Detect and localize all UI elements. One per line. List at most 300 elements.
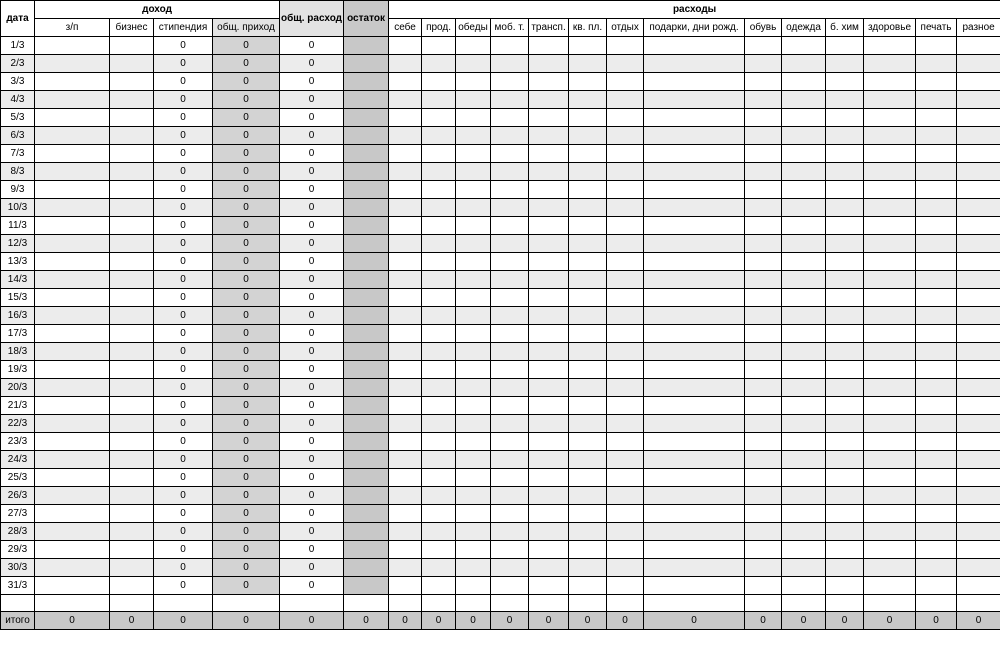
expense-cell[interactable] bbox=[422, 199, 456, 217]
total-expense-cell[interactable]: 0 bbox=[280, 127, 344, 145]
expense-cell[interactable] bbox=[782, 415, 826, 433]
empty-cell[interactable] bbox=[280, 595, 344, 612]
total-income-cell[interactable]: 0 bbox=[213, 253, 280, 271]
expense-cell[interactable] bbox=[644, 37, 745, 55]
salary-cell[interactable] bbox=[35, 523, 110, 541]
total-expense-cell[interactable]: 0 bbox=[280, 325, 344, 343]
expense-cell[interactable] bbox=[569, 505, 607, 523]
date-cell[interactable]: 16/3 bbox=[1, 307, 35, 325]
expense-cell[interactable] bbox=[826, 415, 864, 433]
expense-cell[interactable] bbox=[491, 253, 529, 271]
total-income-cell[interactable]: 0 bbox=[213, 91, 280, 109]
expense-cell[interactable] bbox=[826, 307, 864, 325]
expense-cell[interactable] bbox=[389, 307, 422, 325]
salary-cell[interactable] bbox=[35, 73, 110, 91]
expense-cell[interactable] bbox=[916, 253, 957, 271]
date-cell[interactable]: 29/3 bbox=[1, 541, 35, 559]
business-cell[interactable] bbox=[110, 217, 154, 235]
expense-cell[interactable] bbox=[644, 163, 745, 181]
stipend-cell[interactable]: 0 bbox=[154, 433, 213, 451]
expense-cell[interactable] bbox=[456, 199, 491, 217]
expense-col-header[interactable]: трансп. bbox=[529, 19, 569, 37]
expense-cell[interactable] bbox=[422, 397, 456, 415]
business-cell[interactable] bbox=[110, 109, 154, 127]
balance-cell[interactable] bbox=[344, 559, 389, 577]
expense-cell[interactable] bbox=[826, 577, 864, 595]
date-cell[interactable]: 24/3 bbox=[1, 451, 35, 469]
totals-cell[interactable]: 0 bbox=[644, 612, 745, 630]
expense-col-header[interactable]: одежда bbox=[782, 19, 826, 37]
salary-cell[interactable] bbox=[35, 127, 110, 145]
total-income-cell[interactable]: 0 bbox=[213, 487, 280, 505]
stipend-cell[interactable]: 0 bbox=[154, 361, 213, 379]
total-income-cell[interactable]: 0 bbox=[213, 181, 280, 199]
expense-cell[interactable] bbox=[826, 145, 864, 163]
expense-cell[interactable] bbox=[916, 307, 957, 325]
expense-cell[interactable] bbox=[957, 451, 1000, 469]
total-income-cell[interactable]: 0 bbox=[213, 505, 280, 523]
expense-cell[interactable] bbox=[607, 325, 644, 343]
expense-cell[interactable] bbox=[422, 73, 456, 91]
expense-cell[interactable] bbox=[607, 199, 644, 217]
expense-cell[interactable] bbox=[456, 469, 491, 487]
salary-cell[interactable] bbox=[35, 307, 110, 325]
total-income-cell[interactable]: 0 bbox=[213, 199, 280, 217]
total-income-cell[interactable]: 0 bbox=[213, 289, 280, 307]
expense-cell[interactable] bbox=[745, 109, 782, 127]
expense-cell[interactable] bbox=[745, 415, 782, 433]
total-expense-header[interactable]: общ. расход bbox=[280, 1, 344, 37]
total-income-cell[interactable]: 0 bbox=[213, 469, 280, 487]
business-cell[interactable] bbox=[110, 37, 154, 55]
salary-cell[interactable] bbox=[35, 469, 110, 487]
empty-cell[interactable] bbox=[607, 595, 644, 612]
expense-cell[interactable] bbox=[456, 577, 491, 595]
total-income-cell[interactable]: 0 bbox=[213, 577, 280, 595]
empty-cell[interactable] bbox=[422, 595, 456, 612]
total-income-cell[interactable]: 0 bbox=[213, 433, 280, 451]
salary-cell[interactable] bbox=[35, 289, 110, 307]
expense-cell[interactable] bbox=[529, 127, 569, 145]
expense-cell[interactable] bbox=[745, 469, 782, 487]
expense-col-header[interactable]: обувь bbox=[745, 19, 782, 37]
totals-cell[interactable]: 0 bbox=[491, 612, 529, 630]
expense-cell[interactable] bbox=[745, 379, 782, 397]
expense-cell[interactable] bbox=[826, 523, 864, 541]
expense-cell[interactable] bbox=[607, 55, 644, 73]
date-cell[interactable]: 10/3 bbox=[1, 199, 35, 217]
expense-cell[interactable] bbox=[456, 145, 491, 163]
stipend-cell[interactable]: 0 bbox=[154, 127, 213, 145]
expense-cell[interactable] bbox=[644, 469, 745, 487]
expense-cell[interactable] bbox=[826, 181, 864, 199]
balance-cell[interactable] bbox=[344, 361, 389, 379]
expense-cell[interactable] bbox=[864, 379, 916, 397]
date-cell[interactable]: 3/3 bbox=[1, 73, 35, 91]
expense-cell[interactable] bbox=[644, 109, 745, 127]
expense-cell[interactable] bbox=[529, 343, 569, 361]
expense-cell[interactable] bbox=[745, 397, 782, 415]
expense-cell[interactable] bbox=[456, 415, 491, 433]
expense-cell[interactable] bbox=[389, 523, 422, 541]
totals-cell[interactable]: 0 bbox=[916, 612, 957, 630]
expense-cell[interactable] bbox=[745, 559, 782, 577]
expense-cell[interactable] bbox=[422, 469, 456, 487]
total-expense-cell[interactable]: 0 bbox=[280, 343, 344, 361]
expense-cell[interactable] bbox=[456, 433, 491, 451]
expense-cell[interactable] bbox=[644, 235, 745, 253]
balance-cell[interactable] bbox=[344, 73, 389, 91]
expense-cell[interactable] bbox=[456, 181, 491, 199]
expense-cell[interactable] bbox=[782, 163, 826, 181]
expense-cell[interactable] bbox=[745, 127, 782, 145]
balance-cell[interactable] bbox=[344, 379, 389, 397]
expense-cell[interactable] bbox=[529, 235, 569, 253]
expense-cell[interactable] bbox=[529, 271, 569, 289]
expense-cell[interactable] bbox=[389, 325, 422, 343]
expense-cell[interactable] bbox=[456, 253, 491, 271]
expense-cell[interactable] bbox=[491, 325, 529, 343]
total-expense-cell[interactable]: 0 bbox=[280, 199, 344, 217]
salary-cell[interactable] bbox=[35, 397, 110, 415]
expense-col-header[interactable]: печать bbox=[916, 19, 957, 37]
expense-cell[interactable] bbox=[826, 289, 864, 307]
expense-cell[interactable] bbox=[864, 505, 916, 523]
expense-cell[interactable] bbox=[826, 37, 864, 55]
expense-cell[interactable] bbox=[745, 541, 782, 559]
total-income-cell[interactable]: 0 bbox=[213, 145, 280, 163]
salary-cell[interactable] bbox=[35, 217, 110, 235]
expense-cell[interactable] bbox=[782, 109, 826, 127]
expense-col-header[interactable]: разное bbox=[957, 19, 1000, 37]
empty-cell[interactable] bbox=[344, 595, 389, 612]
expense-cell[interactable] bbox=[745, 181, 782, 199]
expense-cell[interactable] bbox=[957, 505, 1000, 523]
expense-cell[interactable] bbox=[456, 451, 491, 469]
total-expense-cell[interactable]: 0 bbox=[280, 73, 344, 91]
expense-cell[interactable] bbox=[916, 235, 957, 253]
balance-cell[interactable] bbox=[344, 415, 389, 433]
totals-cell[interactable]: 0 bbox=[745, 612, 782, 630]
empty-cell[interactable] bbox=[529, 595, 569, 612]
expense-cell[interactable] bbox=[957, 253, 1000, 271]
total-expense-cell[interactable]: 0 bbox=[280, 163, 344, 181]
expense-cell[interactable] bbox=[569, 145, 607, 163]
expense-cell[interactable] bbox=[957, 577, 1000, 595]
expense-cell[interactable] bbox=[491, 235, 529, 253]
expense-cell[interactable] bbox=[491, 55, 529, 73]
balance-cell[interactable] bbox=[344, 433, 389, 451]
expense-cell[interactable] bbox=[826, 505, 864, 523]
stipend-cell[interactable]: 0 bbox=[154, 415, 213, 433]
expense-cell[interactable] bbox=[916, 145, 957, 163]
expense-cell[interactable] bbox=[607, 397, 644, 415]
expense-cell[interactable] bbox=[389, 235, 422, 253]
total-expense-cell[interactable]: 0 bbox=[280, 415, 344, 433]
expense-cell[interactable] bbox=[957, 433, 1000, 451]
total-expense-cell[interactable]: 0 bbox=[280, 145, 344, 163]
expense-cell[interactable] bbox=[389, 433, 422, 451]
stipend-cell[interactable]: 0 bbox=[154, 235, 213, 253]
balance-cell[interactable] bbox=[344, 91, 389, 109]
expense-cell[interactable] bbox=[782, 505, 826, 523]
expense-cell[interactable] bbox=[569, 469, 607, 487]
date-cell[interactable]: 23/3 bbox=[1, 433, 35, 451]
expense-cell[interactable] bbox=[389, 361, 422, 379]
expense-cell[interactable] bbox=[491, 271, 529, 289]
expense-cell[interactable] bbox=[745, 433, 782, 451]
stipend-cell[interactable]: 0 bbox=[154, 379, 213, 397]
date-cell[interactable]: 1/3 bbox=[1, 37, 35, 55]
expense-cell[interactable] bbox=[607, 145, 644, 163]
balance-cell[interactable] bbox=[344, 343, 389, 361]
stipend-cell[interactable]: 0 bbox=[154, 325, 213, 343]
expense-cell[interactable] bbox=[826, 559, 864, 577]
expense-cell[interactable] bbox=[957, 397, 1000, 415]
expense-cell[interactable] bbox=[644, 559, 745, 577]
total-income-cell[interactable]: 0 bbox=[213, 415, 280, 433]
expense-cell[interactable] bbox=[529, 55, 569, 73]
expense-cell[interactable] bbox=[782, 127, 826, 145]
total-expense-cell[interactable]: 0 bbox=[280, 307, 344, 325]
expense-cell[interactable] bbox=[745, 523, 782, 541]
expense-cell[interactable] bbox=[529, 109, 569, 127]
expense-cell[interactable] bbox=[957, 379, 1000, 397]
business-cell[interactable] bbox=[110, 487, 154, 505]
expense-cell[interactable] bbox=[957, 199, 1000, 217]
date-cell[interactable]: 17/3 bbox=[1, 325, 35, 343]
expense-cell[interactable] bbox=[826, 271, 864, 289]
expense-cell[interactable] bbox=[389, 145, 422, 163]
expense-cell[interactable] bbox=[529, 541, 569, 559]
date-cell[interactable]: 30/3 bbox=[1, 559, 35, 577]
expense-cell[interactable] bbox=[569, 541, 607, 559]
expense-cell[interactable] bbox=[916, 505, 957, 523]
expense-cell[interactable] bbox=[422, 271, 456, 289]
expense-cell[interactable] bbox=[491, 451, 529, 469]
stipend-cell[interactable]: 0 bbox=[154, 451, 213, 469]
business-cell[interactable] bbox=[110, 397, 154, 415]
expense-cell[interactable] bbox=[607, 181, 644, 199]
stipend-cell[interactable]: 0 bbox=[154, 181, 213, 199]
expense-cell[interactable] bbox=[864, 343, 916, 361]
stipend-cell[interactable]: 0 bbox=[154, 343, 213, 361]
expense-cell[interactable] bbox=[529, 469, 569, 487]
expense-cell[interactable] bbox=[607, 253, 644, 271]
expense-cell[interactable] bbox=[864, 127, 916, 145]
expense-cell[interactable] bbox=[745, 505, 782, 523]
expense-cell[interactable] bbox=[491, 73, 529, 91]
expense-cell[interactable] bbox=[569, 199, 607, 217]
date-cell[interactable]: 8/3 bbox=[1, 163, 35, 181]
total-expense-cell[interactable]: 0 bbox=[280, 217, 344, 235]
salary-cell[interactable] bbox=[35, 415, 110, 433]
expense-cell[interactable] bbox=[529, 415, 569, 433]
expense-cell[interactable] bbox=[826, 433, 864, 451]
expense-cell[interactable] bbox=[491, 91, 529, 109]
totals-cell[interactable]: 0 bbox=[344, 612, 389, 630]
expense-cell[interactable] bbox=[957, 271, 1000, 289]
salary-cell[interactable] bbox=[35, 361, 110, 379]
date-cell[interactable]: 11/3 bbox=[1, 217, 35, 235]
expense-cell[interactable] bbox=[644, 253, 745, 271]
expense-cell[interactable] bbox=[569, 235, 607, 253]
expense-cell[interactable] bbox=[782, 325, 826, 343]
balance-cell[interactable] bbox=[344, 325, 389, 343]
business-cell[interactable] bbox=[110, 559, 154, 577]
total-expense-cell[interactable]: 0 bbox=[280, 559, 344, 577]
expense-cell[interactable] bbox=[389, 487, 422, 505]
expense-cell[interactable] bbox=[916, 415, 957, 433]
expense-col-header[interactable]: моб. т. bbox=[491, 19, 529, 37]
stipend-cell[interactable]: 0 bbox=[154, 253, 213, 271]
empty-cell[interactable] bbox=[389, 595, 422, 612]
expense-cell[interactable] bbox=[826, 451, 864, 469]
expense-cell[interactable] bbox=[389, 55, 422, 73]
expense-cell[interactable] bbox=[456, 163, 491, 181]
business-cell[interactable] bbox=[110, 451, 154, 469]
date-cell[interactable]: 25/3 bbox=[1, 469, 35, 487]
expense-cell[interactable] bbox=[916, 577, 957, 595]
total-income-cell[interactable]: 0 bbox=[213, 235, 280, 253]
totals-cell[interactable]: 0 bbox=[569, 612, 607, 630]
expense-cell[interactable] bbox=[826, 253, 864, 271]
expense-cell[interactable] bbox=[957, 235, 1000, 253]
expense-cell[interactable] bbox=[607, 163, 644, 181]
expense-cell[interactable] bbox=[607, 109, 644, 127]
expense-cell[interactable] bbox=[745, 55, 782, 73]
expense-cell[interactable] bbox=[782, 91, 826, 109]
expense-col-header[interactable]: подарки, дни рожд. bbox=[644, 19, 745, 37]
expense-cell[interactable] bbox=[422, 487, 456, 505]
expense-cell[interactable] bbox=[916, 487, 957, 505]
income-col-header[interactable]: стипендия bbox=[154, 19, 213, 37]
empty-cell[interactable] bbox=[745, 595, 782, 612]
date-cell[interactable]: 26/3 bbox=[1, 487, 35, 505]
expense-cell[interactable] bbox=[569, 217, 607, 235]
expense-cell[interactable] bbox=[491, 523, 529, 541]
total-income-cell[interactable]: 0 bbox=[213, 541, 280, 559]
expense-cell[interactable] bbox=[957, 217, 1000, 235]
expense-cell[interactable] bbox=[422, 235, 456, 253]
expense-cell[interactable] bbox=[422, 433, 456, 451]
salary-cell[interactable] bbox=[35, 487, 110, 505]
expense-cell[interactable] bbox=[745, 199, 782, 217]
expense-cell[interactable] bbox=[644, 451, 745, 469]
total-income-cell[interactable]: 0 bbox=[213, 73, 280, 91]
salary-cell[interactable] bbox=[35, 109, 110, 127]
business-cell[interactable] bbox=[110, 91, 154, 109]
business-cell[interactable] bbox=[110, 469, 154, 487]
expense-cell[interactable] bbox=[782, 199, 826, 217]
expense-cell[interactable] bbox=[826, 397, 864, 415]
expense-cell[interactable] bbox=[491, 37, 529, 55]
expense-cell[interactable] bbox=[644, 505, 745, 523]
stipend-cell[interactable]: 0 bbox=[154, 163, 213, 181]
expense-cell[interactable] bbox=[569, 397, 607, 415]
stipend-cell[interactable]: 0 bbox=[154, 91, 213, 109]
expense-cell[interactable] bbox=[422, 415, 456, 433]
salary-cell[interactable] bbox=[35, 235, 110, 253]
expense-cell[interactable] bbox=[957, 73, 1000, 91]
expense-cell[interactable] bbox=[864, 415, 916, 433]
expense-cell[interactable] bbox=[957, 415, 1000, 433]
totals-cell[interactable]: 0 bbox=[456, 612, 491, 630]
expense-cell[interactable] bbox=[644, 523, 745, 541]
expense-cell[interactable] bbox=[422, 127, 456, 145]
expense-cell[interactable] bbox=[864, 73, 916, 91]
balance-cell[interactable] bbox=[344, 145, 389, 163]
expense-cell[interactable] bbox=[864, 37, 916, 55]
balance-cell[interactable] bbox=[344, 163, 389, 181]
expense-cell[interactable] bbox=[782, 217, 826, 235]
total-expense-cell[interactable]: 0 bbox=[280, 541, 344, 559]
expense-cell[interactable] bbox=[569, 559, 607, 577]
expense-cell[interactable] bbox=[782, 541, 826, 559]
business-cell[interactable] bbox=[110, 379, 154, 397]
expense-cell[interactable] bbox=[864, 235, 916, 253]
expense-cell[interactable] bbox=[456, 217, 491, 235]
stipend-cell[interactable]: 0 bbox=[154, 541, 213, 559]
expense-cell[interactable] bbox=[916, 127, 957, 145]
total-income-cell[interactable]: 0 bbox=[213, 37, 280, 55]
stipend-cell[interactable]: 0 bbox=[154, 37, 213, 55]
income-col-header[interactable]: общ. приход bbox=[213, 19, 280, 37]
expense-cell[interactable] bbox=[782, 397, 826, 415]
expense-cell[interactable] bbox=[644, 271, 745, 289]
expense-cell[interactable] bbox=[826, 199, 864, 217]
expense-cell[interactable] bbox=[864, 469, 916, 487]
expense-cell[interactable] bbox=[745, 163, 782, 181]
expense-cell[interactable] bbox=[529, 559, 569, 577]
expense-cell[interactable] bbox=[389, 127, 422, 145]
expense-cell[interactable] bbox=[422, 541, 456, 559]
salary-cell[interactable] bbox=[35, 451, 110, 469]
expense-cell[interactable] bbox=[864, 487, 916, 505]
expense-cell[interactable] bbox=[864, 145, 916, 163]
expense-cell[interactable] bbox=[644, 325, 745, 343]
expense-cell[interactable] bbox=[644, 415, 745, 433]
expense-cell[interactable] bbox=[422, 163, 456, 181]
expense-cell[interactable] bbox=[826, 541, 864, 559]
expense-cell[interactable] bbox=[569, 181, 607, 199]
expense-cell[interactable] bbox=[644, 289, 745, 307]
balance-cell[interactable] bbox=[344, 487, 389, 505]
expense-cell[interactable] bbox=[607, 487, 644, 505]
expense-cell[interactable] bbox=[782, 181, 826, 199]
expense-cell[interactable] bbox=[826, 325, 864, 343]
expense-cell[interactable] bbox=[916, 523, 957, 541]
expense-cell[interactable] bbox=[456, 73, 491, 91]
expense-cell[interactable] bbox=[529, 523, 569, 541]
total-expense-cell[interactable]: 0 bbox=[280, 289, 344, 307]
expense-cell[interactable] bbox=[491, 217, 529, 235]
expense-cell[interactable] bbox=[864, 577, 916, 595]
expense-cell[interactable] bbox=[916, 91, 957, 109]
expense-cell[interactable] bbox=[529, 91, 569, 109]
total-income-cell[interactable]: 0 bbox=[213, 451, 280, 469]
expense-cell[interactable] bbox=[745, 307, 782, 325]
total-income-cell[interactable]: 0 bbox=[213, 109, 280, 127]
expense-cell[interactable] bbox=[422, 505, 456, 523]
expense-cell[interactable] bbox=[644, 55, 745, 73]
expense-cell[interactable] bbox=[864, 289, 916, 307]
total-income-cell[interactable]: 0 bbox=[213, 559, 280, 577]
salary-cell[interactable] bbox=[35, 91, 110, 109]
expense-cell[interactable] bbox=[529, 505, 569, 523]
expense-cell[interactable] bbox=[864, 433, 916, 451]
total-expense-cell[interactable]: 0 bbox=[280, 181, 344, 199]
